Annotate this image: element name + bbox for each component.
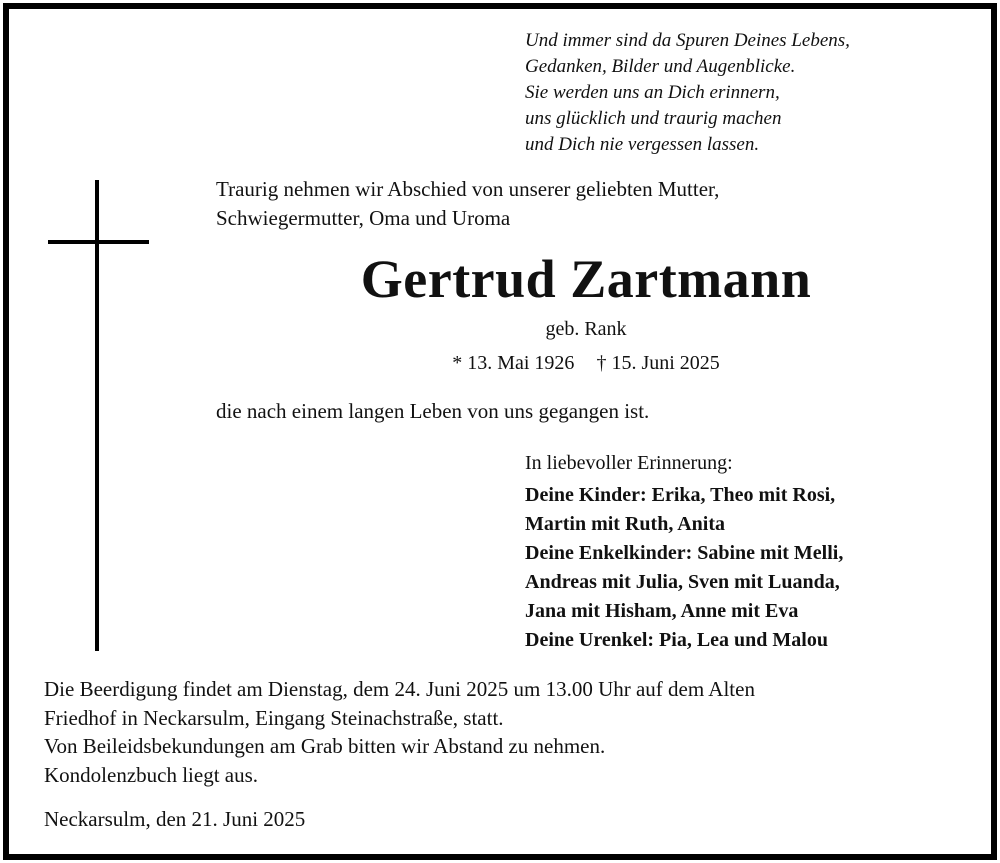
death-date: † 15. Juni 2025 <box>596 352 720 374</box>
place-date: Neckarsulm, den 21. Juni 2025 <box>44 807 306 831</box>
funeral-details <box>44 675 755 789</box>
funeral-line: Von Beileidsbekundungen am Grab bitten wir Abstand zu nehmen. <box>44 734 606 758</box>
funeral-line: Die Beerdigung findet am Dienstag, dem 24. Juni 2025 um 13.00 Uhr auf dem Alten <box>44 677 755 701</box>
poem-line: Und immer sind da Spuren Deines Lebens, <box>525 30 850 51</box>
mourners-line: Jana mit Hisham, Anne mit Eva <box>525 600 799 622</box>
poem-line: uns glücklich und traurig machen <box>525 108 782 129</box>
memory-heading: In liebevoller Erinnerung: <box>525 452 733 474</box>
mourners-line: Deine Kinder: Erika, Theo mit Rosi, <box>525 484 836 506</box>
mourners-line: Deine Urenkel: Pia, Lea und Malou <box>525 629 828 651</box>
funeral-line: Kondolenzbuch liegt aus. <box>44 762 259 787</box>
poem <box>525 28 850 158</box>
maiden-name: geb. Rank <box>545 318 627 340</box>
intro-line: Traurig nehmen wir Abschied von unserer geliebten Mutter, <box>216 177 720 201</box>
passed-text: die nach einem langen Leben von uns gegangen ist. <box>216 399 650 423</box>
mourners-line: Deine Enkelkinder: Sabine mit Melli, <box>525 542 844 564</box>
life-dates <box>0 348 1000 378</box>
poem-line: und Dich nie vergessen lassen. <box>525 134 760 155</box>
funeral-line: Friedhof in Neckarsulm, Eingang Steinachstraße, statt. <box>44 705 504 730</box>
poem-line: Sie werden uns an Dich erinnern, <box>525 82 780 103</box>
intro-text <box>216 175 719 233</box>
intro-line: Schwiegermutter, Oma und Uroma <box>216 206 511 230</box>
mourners-list <box>525 481 843 655</box>
mourners-line: Martin mit Ruth, Anita <box>525 513 725 535</box>
birth-date: * 13. Mai 1926 <box>452 352 575 374</box>
mourners-line: Andreas mit Julia, Sven mit Luanda, <box>525 571 840 593</box>
deceased-name: Gertrud Zartmann <box>360 249 812 309</box>
poem-line: Gedanken, Bilder und Augenblicke. <box>525 56 796 77</box>
